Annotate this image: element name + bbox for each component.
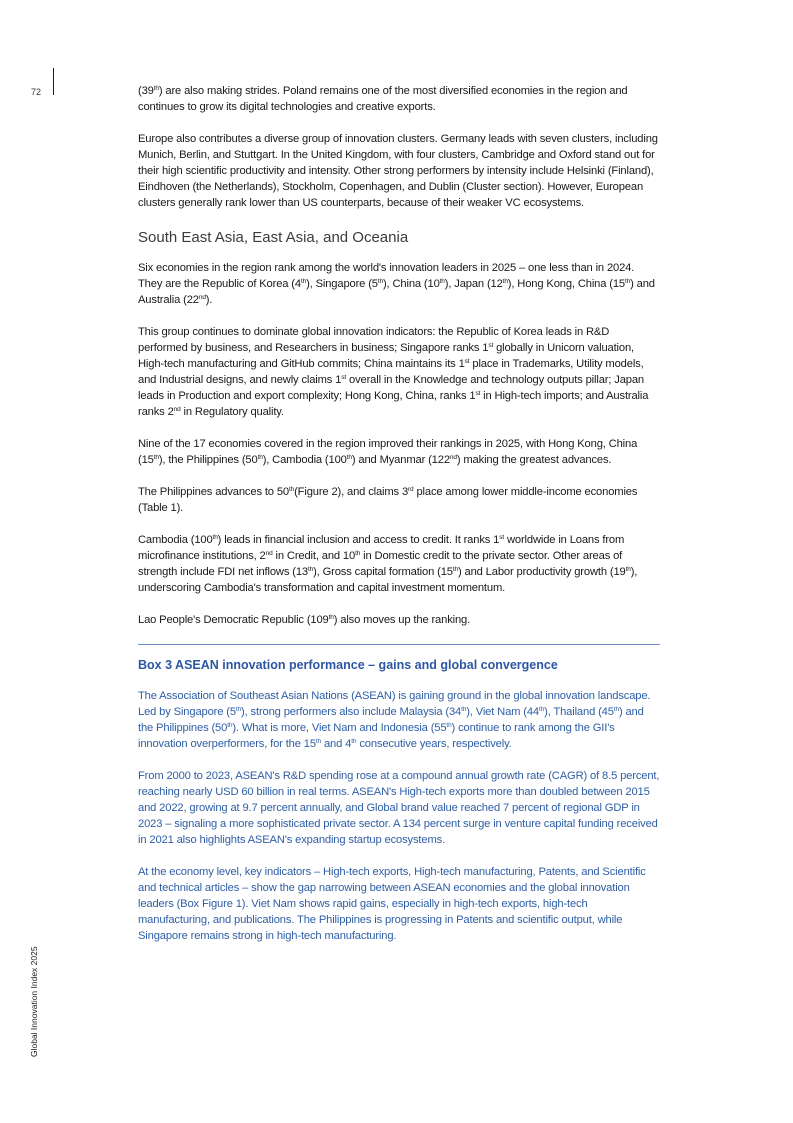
ordinal-suffix: th [452,566,458,573]
text-run: in Regulatory quality. [180,406,284,418]
text-run: This group continues to dominate global innovation indicators: the Republic of Korea leads in R&D performed by business, and Researchers in business; Singapore ranks 1 [138,326,610,354]
section-paragraph-4 [138,484,660,516]
text-run: ) and Myanmar (122 [351,454,450,466]
ordinal-suffix: th [328,614,334,621]
text-run: Cambodia (100 [138,534,213,546]
text-run: ), Viet Nam (44 [466,706,540,718]
text-run: ), Cambodia (100 [262,454,347,466]
ordinal-suffix: st [475,390,481,397]
ordinal-suffix: th [235,706,242,713]
box-paragraph-1 [138,688,660,752]
ordinal-suffix: th [346,454,352,461]
text-run: ) continue to rank among the GII's innovation overperformers, for the 15 [138,722,615,750]
ordinal-suffix: st [464,358,470,365]
text-run: ) and Australia (22 [138,278,655,306]
text-run: in Domestic credit to the private sector. Other areas of strength include FDI net inflows (13 [138,550,623,578]
text-run: ) leads in financial inclusion and access to credit. It ranks 1 [217,534,500,546]
ordinal-suffix: th [502,278,508,285]
running-footer-label: Global Innovation Index 2025 [29,946,39,1057]
ordinal-suffix: th [613,706,619,713]
text-run: globally in Unicorn valuation, High-tech manufacturing and GitHub commits; China maintains its 1 [138,342,634,370]
section-paragraph-1 [138,260,660,308]
ordinal-suffix: nd [265,550,273,557]
section-paragraph-6 [138,612,660,628]
ordinal-suffix: nd [449,454,457,461]
ordinal-suffix: th [307,566,314,573]
ordinal-suffix: th [439,278,445,285]
asean-box [138,644,660,944]
text-run: ), underscoring Cambodia's transformation and capital investment momentum. [138,566,638,594]
text-run: Lao People's Democratic Republic (109 [138,614,329,626]
box-title: Box 3 ASEAN innovation performance – gains and global convergence [138,658,558,672]
ordinal-suffix: th [539,706,545,713]
text-run: ), Hong Kong, China (15 [507,278,625,290]
ordinal-suffix: th [446,722,452,729]
text-run: ) also moves up the ranking. [333,614,471,626]
ordinal-suffix: st [341,374,347,381]
ordinal-suffix: th [227,722,233,729]
text-run: place among lower middle-income economies (Table 1). [138,486,638,514]
text-run: At the economy level, key indicators – High-tech exports, High-tech manufacturing, Patents, and Scientific and technical articles – show the gap narrowing between ASEAN economies and the global innovation leaders (Box Figure 1). Viet Nam shows rapid gains, especially in high-tech exports, high-tech manufacturing, and publications. The Philippines is progressing in Patents and scientific output, while Singapore remains strong in high-tech manufacturing. [138,866,646,942]
margin-rule [53,68,54,95]
text-run: in Credit, and 10 [272,550,356,562]
ordinal-suffix: th [625,566,631,573]
ordinal-suffix: th [461,706,467,713]
ordinal-suffix: th [300,278,307,285]
text-run: ) and the Philippines (50 [138,706,644,734]
ordinal-suffix: th [212,534,218,541]
section-paragraph-3 [138,436,660,468]
text-run: (39 [138,85,154,97]
text-run: ). What is more, Viet Nam and Indonesia (55 [232,722,447,734]
ordinal-suffix: nd [198,294,206,301]
section-paragraph-5 [138,532,660,596]
text-run: (Figure 2), and claims 3 [294,486,409,498]
ordinal-suffix: st [499,534,505,541]
text-run: ) making the greatest advances. [456,454,612,466]
text-run: Six economies in the region rank among the world's innovation leaders in 2025 – one less than in 2024. They are the Republic of Korea (4 [138,262,635,290]
intro-paragraph-1 [138,83,660,115]
box-paragraph-3 [138,864,660,944]
ordinal-suffix: st [488,342,494,349]
text-run: ), Gross capital formation (15 [313,566,453,578]
text-run: Europe also contributes a diverse group of innovation clusters. Germany leads with seven clusters, including Munich, Berlin, and Stuttgart. In the United Kingdom, with four clusters, Cambridge and Oxford stand out for their high scientific productivity and intensity. Other strong performers by intensity include Helsinki (Finland), Eindhoven (the Netherlands), Stockholm, Copenhagen, and Dublin (Cluster section). However, European clusters generally rank lower than US counterparts, because of their weaker VC ecosystems. [138,133,658,209]
text-run: The Philippines advances to 50 [138,486,289,498]
text-run: The Association of Southeast Asian Nations (ASEAN) is gaining ground in the global innovation landscape. Led by Singapore (5 [138,690,651,718]
ordinal-suffix: nd [173,406,181,413]
text-run: ), the Philippines (50 [158,454,258,466]
text-run: ). [205,294,213,306]
ordinal-suffix: th [153,454,159,461]
section-heading: South East Asia, East Asia, and Oceania [138,229,409,246]
intro-paragraph-2 [138,131,660,211]
text-run: ), Singapore (5 [306,278,378,290]
box-divider [138,644,660,645]
text-run: ), China (10 [382,278,440,290]
ordinal-suffix: th [625,278,631,285]
text-run: overall in the Knowledge and technology outputs pillar; Japan leads in Production and export complexity; Hong Kong, China, ranks 1 [138,374,644,402]
page-number: 72 [31,87,42,97]
text-run: ), strong performers also include Malaysia (34 [241,706,462,718]
ordinal-suffix: th [288,486,295,493]
text-run: From 2000 to 2023, ASEAN's R&D spending rose at a compound annual growth rate (CAGR) of 8.5 percent, reaching nearly USD 60 billion in real terms. ASEAN's High-tech exports more than doubled between 2015 and 2022, growing at 9.7 percent annually, and Global brand value reached 7 percent of regional GDP in 2023 – signaling a more sophisticated private sector. A 134 percent surge in venture capital funding received in 2021 also highlights ASEAN's expanding startup ecosystems. [138,770,660,846]
text-run: ), Thailand (45 [544,706,614,718]
text-run: worldwide in Loans from microfinance institutions, 2 [138,534,625,562]
ordinal-suffix: th [377,278,383,285]
page-content [138,83,660,960]
text-run: ) and Labor productivity growth (19 [457,566,626,578]
ordinal-suffix: th [355,550,361,557]
text-run: consecutive years, respectively. [356,738,512,750]
ordinal-suffix: th [315,738,322,745]
text-run: ) are also making strides. Poland remains one of the most diversified economies in the region and continues to grow its digital technologies and creative exports. [138,85,628,113]
text-run: ), Japan (12 [444,278,503,290]
text-run: and 4 [321,738,352,750]
ordinal-suffix: th [257,454,263,461]
text-run: place in Trademarks, Utility models, and Industrial designs, and newly claims 1 [138,358,644,386]
ordinal-suffix: rd [408,486,414,493]
ordinal-suffix: th [153,85,159,92]
ordinal-suffix: th [351,738,357,745]
text-run: in High-tech imports; and Australia ranks 2 [138,390,649,418]
section-paragraph-2 [138,324,660,420]
box-paragraph-2 [138,768,660,848]
text-run: Nine of the 17 economies covered in the region improved their rankings in 2025, with Hong Kong, China (15 [138,438,638,466]
